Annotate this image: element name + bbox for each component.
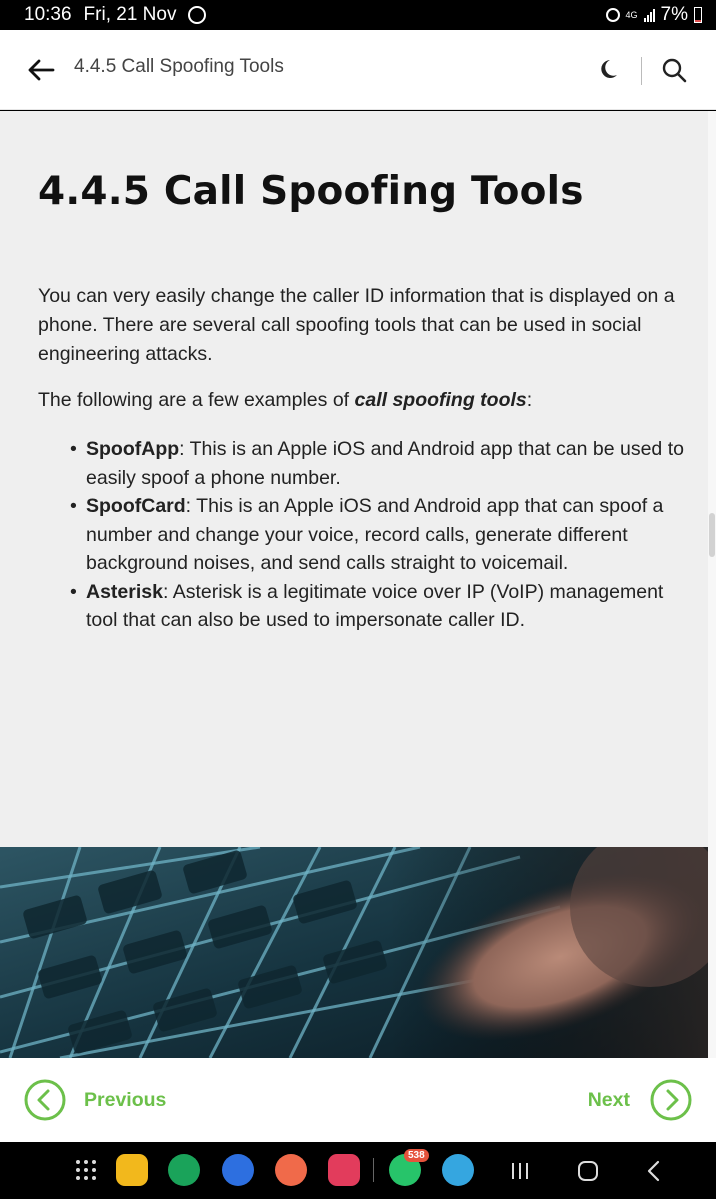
examples-intro-suffix: : <box>526 389 533 411</box>
network-type: 4G <box>625 9 638 20</box>
tool-description: : This is an Apple iOS and Android app that can spoof a number and change your voice, record calls, generate different background noises, and send calls straight to voicemail. <box>86 495 664 574</box>
my-files-app-icon[interactable] <box>116 1154 148 1186</box>
moon-icon[interactable] <box>596 56 620 82</box>
previous-label: Previous <box>84 1088 167 1111</box>
battery-percentage: 7% <box>660 4 688 25</box>
telegram-icon[interactable] <box>442 1154 474 1186</box>
home-icon[interactable] <box>577 1160 599 1182</box>
signal-icon <box>644 8 655 22</box>
tool-name: SpoofCard <box>86 495 186 517</box>
page-title: 4.4.5 Call Spoofing Tools <box>74 56 284 77</box>
contacts-app-icon[interactable] <box>275 1154 307 1186</box>
intro-paragraph: You can very easily change the caller ID information that is displayed on a phone. There are several call spoofing tools that can be used in social engineering attacks. <box>38 285 675 365</box>
recent-apps-icon[interactable] <box>510 1161 530 1181</box>
messages-app-icon[interactable] <box>222 1154 254 1186</box>
article-heading: 4.4.5 Call Spoofing Tools <box>38 169 584 214</box>
keyboard-illustration <box>0 847 708 1058</box>
phone-app-icon[interactable] <box>168 1154 200 1186</box>
examples-intro-paragraph <box>38 386 678 415</box>
status-time: 10:36 <box>24 4 72 25</box>
whatsapp-badge: 538 <box>404 1149 429 1162</box>
app-bar <box>0 30 716 110</box>
chevron-right-icon <box>650 1079 692 1121</box>
list-item <box>86 435 686 492</box>
battery-icon <box>694 7 702 23</box>
alarm-icon <box>606 8 620 22</box>
examples-intro-text: The following are a few examples of <box>38 389 355 411</box>
system-back-icon[interactable] <box>646 1160 662 1182</box>
article-content <box>0 111 708 847</box>
previous-button[interactable] <box>24 1079 166 1121</box>
back-arrow-icon[interactable] <box>26 56 56 84</box>
examples-intro-emphasis: call spoofing tools <box>354 389 527 411</box>
tool-description: : This is an Apple iOS and Android app that can be used to easily spoof a phone number. <box>86 438 684 489</box>
chevron-left-icon <box>24 1079 66 1121</box>
search-icon[interactable] <box>660 56 688 84</box>
tool-name: SpoofApp <box>86 438 180 460</box>
scrollbar[interactable] <box>708 111 716 1058</box>
keyboard-photo <box>0 847 708 1058</box>
examples-list <box>86 435 686 635</box>
system-navigation-bar <box>0 1142 716 1199</box>
tool-name: Asterisk <box>86 580 163 603</box>
list-item <box>86 492 686 578</box>
camera-app-icon[interactable] <box>328 1154 360 1186</box>
dock-divider <box>373 1158 374 1182</box>
scrollbar-thumb[interactable] <box>709 513 715 557</box>
status-date: Fri, 21 Nov <box>83 4 177 25</box>
list-item <box>86 578 686 635</box>
lesson-navigation <box>0 1058 716 1142</box>
app-drawer-icon[interactable] <box>74 1158 98 1182</box>
status-bar <box>0 0 716 30</box>
tool-description: : Asterisk is a legitimate voice over IP (VoIP) management tool that can also be used to impersonate caller ID. <box>86 580 664 631</box>
whatsapp-notification-icon <box>188 6 206 24</box>
next-button[interactable] <box>588 1079 692 1121</box>
toolbar-divider <box>641 57 642 85</box>
next-label: Next <box>587 1088 630 1111</box>
